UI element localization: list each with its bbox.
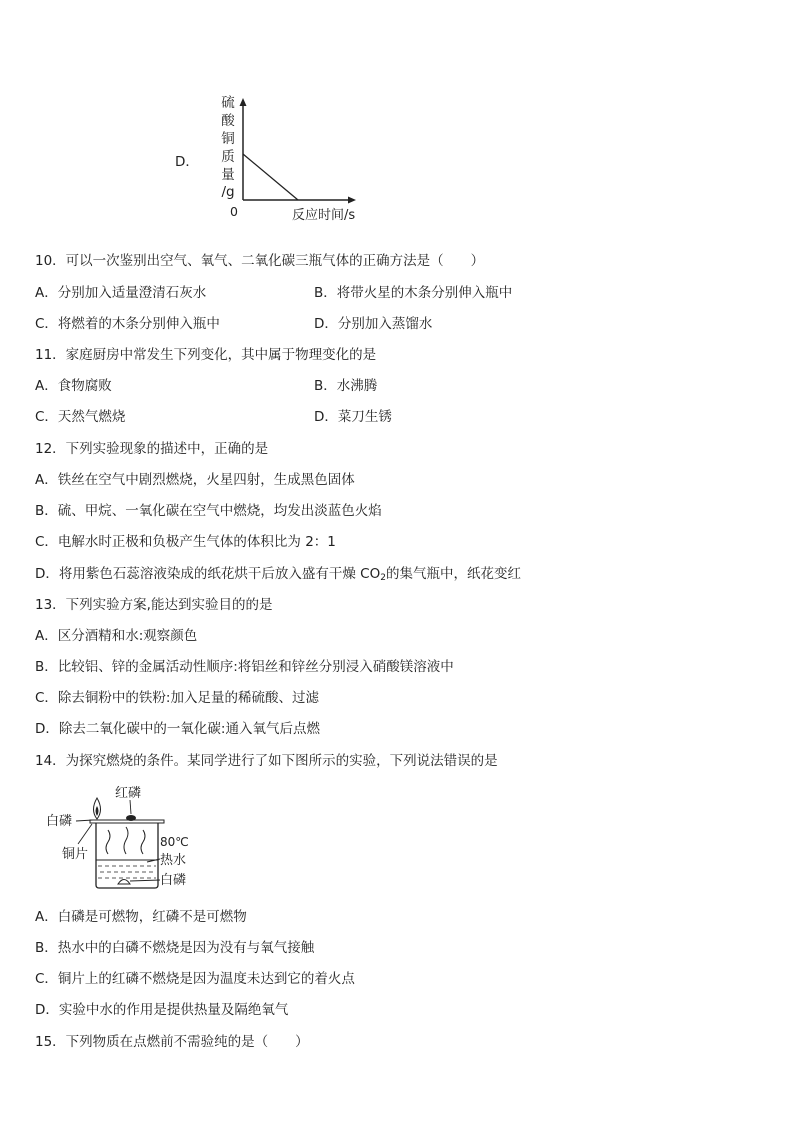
q13-option-c: C．除去铜粉中的铁粉:加入足量的稀硫酸、过滤 [35,690,319,706]
label-hot-water: 热水 [160,853,187,868]
white-phosphorus-bottom [118,880,130,885]
y-axis-char: 硫 [221,95,235,111]
q10-option-c: C．将燃着的木条分别伸入瓶中 [35,316,220,332]
y-axis-arrow [240,98,247,106]
y-axis-char: 酸 [221,113,235,129]
label-red-phosphorus: 红磷 [115,786,142,801]
label-copper-plate: 铜片 [62,847,89,862]
red-phosphorus-pointer [130,800,131,814]
sulfate-mass-graph [210,88,370,228]
q12-option-d-tail: 的集气瓶中，纸花变红 [385,566,521,582]
q10-option-b: B．将带火星的木条分别伸入瓶中 [314,285,513,301]
option-d-label: D． [175,154,199,170]
label-white-phosphorus-bottom: 白磷 [160,873,187,888]
white-phosphorus-bottom-pointer [130,880,160,881]
q12-option-a: A．铁丝在空气中剧烈燃烧，火星四射，生成黑色固体 [35,472,355,488]
q14-option-d: D．实验中水的作用是提供热量及隔绝氧气 [35,1002,289,1018]
q14-option-a: A．白磷是可燃物，红磷不是可燃物 [35,909,247,925]
question-11-stem: 11．家庭厨房中常发生下列变化，其中属于物理变化的是 [35,347,377,363]
red-phosphorus [126,815,136,821]
q11-option-c: C．天然气燃烧 [35,409,126,425]
x-axis-arrow [348,197,356,204]
q12-option-c: C．电解水时正极和负极产生气体的体积比为 2：1 [35,534,336,550]
question-15-stem: 15．下列物质在点燃前不需验纯的是（ ） [35,1034,309,1050]
combustion-experiment-diagram [40,780,200,895]
water-hatching [98,866,156,878]
origin-label: 0 [230,204,238,219]
q14-option-b: B．热水中的白磷不燃烧是因为没有与氧气接触 [35,940,315,956]
q11-option-a: A．食物腐败 [35,378,112,394]
question-10-stem: 10．可以一次鉴别出空气、氧气、二氧化碳三瓶气体的正确方法是（ ） [35,253,485,269]
copper-pointer [78,824,92,844]
x-axis-label: 反应时间/s [292,208,356,223]
y-axis-char: 质 [221,149,235,165]
y-axis-char: 量 [221,167,235,183]
q10-option-d: D．分别加入蒸馏水 [314,316,433,332]
label-white-phosphorus-top: 白磷 [46,814,73,829]
copper-plate [90,820,164,823]
co2-subscript: 2 [380,573,386,583]
q12-option-d-text: D．将用紫色石蕊溶液染成的纸花烘干后放入盛有干燥 CO [35,566,381,582]
y-axis-char: 铜 [221,131,235,147]
question-14-stem: 14．为探究燃烧的条件。某同学进行了如下图所示的实验，下列说法错误的是 [35,753,498,769]
q13-option-b: B．比较铝、锌的金属活动性顺序:将铝丝和锌丝分别浸入硝酸镁溶液中 [35,659,454,675]
decreasing-line [243,154,298,200]
q10-option-a: A．分别加入适量澄清石灰水 [35,285,207,301]
label-temperature: 80℃ [160,835,189,849]
question-13-stem: 13．下列实验方案,能达到实验目的的是 [35,597,273,613]
q12-option-b: B．硫、甲烷、一氧化碳在空气中燃烧，均发出淡蓝色火焰 [35,503,382,519]
y-axis-char: /g [221,184,235,200]
q11-option-d: D．菜刀生锈 [314,409,392,425]
q11-option-b: B．水沸腾 [314,378,378,394]
q12-option-d [35,562,521,583]
steam-wisps [106,827,145,854]
q13-option-a: A．区分酒精和水:观察颜色 [35,628,198,644]
q14-option-c: C．铜片上的红磷不燃烧是因为温度未达到它的着火点 [35,971,355,987]
question-12-stem: 12．下列实验现象的描述中，正确的是 [35,441,269,457]
q13-option-d: D．除去二氧化碳中的一氧化碳:通入氧气后点燃 [35,721,320,737]
